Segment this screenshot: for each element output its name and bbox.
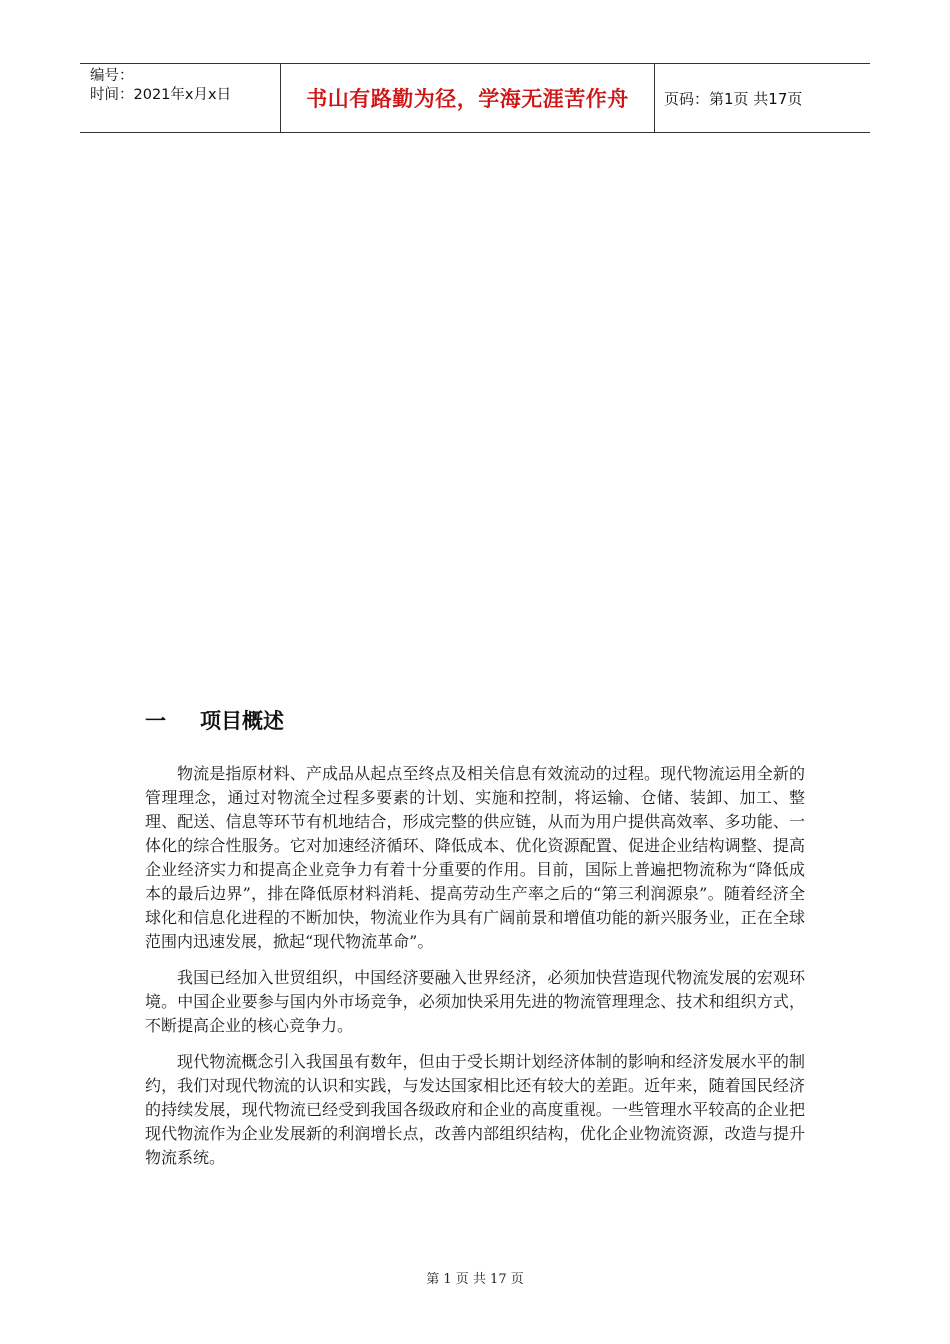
- page-footer: 第 1 页 共 17 页: [426, 1272, 524, 1287]
- section-heading: [145, 705, 284, 735]
- serial-label: 编号：: [90, 68, 134, 84]
- paragraph: 现代物流概念引入我国虽有数年，但由于受长期计划经济体制的影响和经济发展水平的制约，我们对现代物流的认识和实践，与发达国家相比还有较大的差距。近年来，随着国民经济的持续发展，现代物流已经受到我国各级政府和企业的高度重视。一些管理水平较高的企业把现代物流作为企业发展新的利润增长点，改善内部组织结构，优化企业物流资源，改造与提升物流系统。: [145, 1052, 805, 1167]
- header-page-info: 页码：第1页 共17页: [664, 89, 803, 108]
- body-text: [145, 762, 805, 1182]
- section-title: 项目概述: [200, 709, 284, 733]
- document-header: [80, 63, 870, 133]
- time-label: 时间：2021年x月x日: [90, 87, 232, 103]
- paragraph: 我国已经加入世贸组织，中国经济要融入世界经济，必须加快营造现代物流发展的宏观环境。中国企业要参与国内外市场竞争，必须加快采用先进的物流管理理念、技术和组织方式，不断提高企业的核心竞争力。: [145, 968, 805, 1035]
- paragraph: 物流是指原材料、产成品从起点至终点及相关信息有效流动的过程。现代物流运用全新的管理理念，通过对物流全过程多要素的计划、实施和控制，将运输、仓储、装卸、加工、整理、配送、信息等环节有机地结合，形成完整的供应链，从而为用户提供高效率、多功能、一体化的综合性服务。它对加速经济循环、降低成本、优化资源配置、促进企业结构调整、提高企业经济实力和提高企业竞争力有着十分重要的作用。目前，国际上普遍把物流称为“降低成本的最后边界”，排在降低原材料消耗、提高劳动生产率之后的“第三利润源泉”。随着经济全球化和信息化进程的不断加快，物流业作为具有广阔前景和增值功能的新兴服务业，正在全球范围内迅速发展，掀起“现代物流革命”。: [145, 764, 805, 951]
- header-divider: [654, 64, 655, 132]
- header-meta: [80, 64, 280, 132]
- section-number: 一: [145, 709, 166, 733]
- header-motto: 书山有路勤为径，学海无涯苦作舟: [306, 87, 629, 111]
